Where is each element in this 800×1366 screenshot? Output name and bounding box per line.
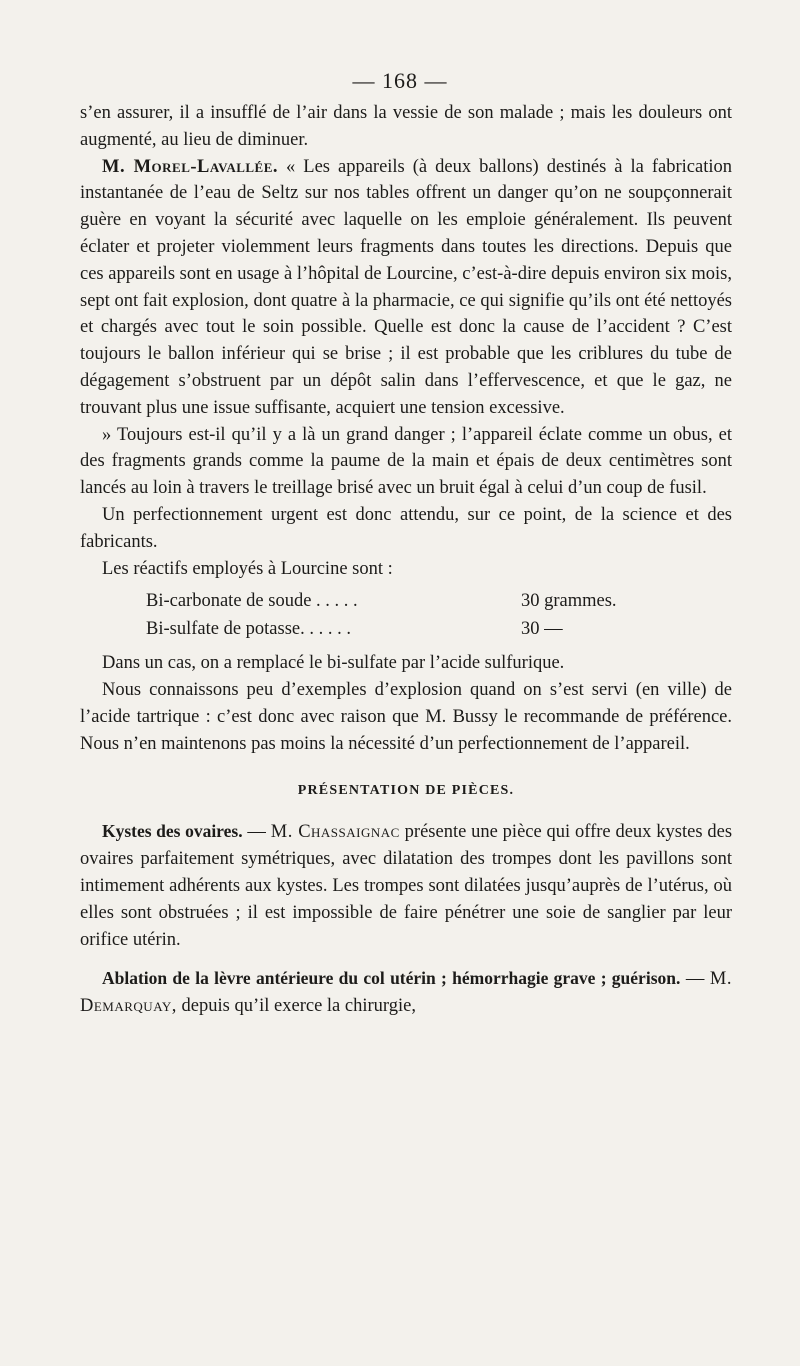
speaker-name: M. Chassaignac (270, 822, 400, 843)
case-title: Kystes des ovaires. (102, 821, 243, 842)
paragraph: Les réactifs employés à Lourcine sont : (102, 558, 393, 579)
reagent-list (146, 588, 732, 644)
speaker-name: M. Morel-Lavallée. (102, 156, 279, 177)
case-paragraph (80, 965, 732, 1020)
reagent-quantity: 30 — (521, 619, 563, 640)
reagent-quantity: 30 grammes. (521, 591, 617, 612)
paragraph-text: depuis qu’il exerce la chirurgie, (176, 996, 416, 1017)
case-paragraph (80, 818, 732, 953)
page-number: — 168 — (352, 68, 448, 93)
paragraph: Dans un cas, on a remplacé le bi-sulfate par l’acide sulfurique. (102, 653, 565, 674)
paragraph: s’en assurer, il a insufflé de l’air dans la vessie de son malade ; mais les douleurs ont augmenté, au lieu de diminuer. (80, 103, 732, 150)
case-title: Ablation de la lèvre antérieure du col utérin ; hémorrhagie grave ; guérison. (102, 968, 681, 989)
speaker-name: M. Demarquay, (80, 969, 732, 1017)
paragraph: Un perfectionnement urgent est donc attendu, sur ce point, de la science et des fabricants. (80, 504, 732, 552)
dash: — (242, 822, 271, 843)
paragraph: Nous connaissons peu d’exemples d’explosion quand on s’est servi (en ville) de l’acide tartrique : c’est donc avec raison que M. Bussy le recommande de préférence. Nous n’en maintenons pas moins la nécessité d’un perfectionnement de l’appareil. (80, 680, 732, 754)
dash: — (680, 969, 710, 990)
reagent-row (146, 588, 732, 616)
reagent-name: Bi-carbonate de soude . . . . . (146, 591, 358, 612)
paragraph-text: présente une pièce qui offre deux kystes des ovaires parfaitement symétriques, avec dilatation des trompes dont les pavillons sont intimement adhérents aux kystes. Les trompes sont dilatées jusqu’auprès de l’utérus, où elles sont obstruées ; il est impossible de faire pénétrer une soie de sanglier par leur orifice utérin. (80, 822, 733, 950)
section-heading: PRÉSENTATION DE PIÈCES. (297, 782, 515, 798)
reagent-row (146, 616, 732, 644)
paragraph (80, 154, 732, 422)
body-text (80, 100, 732, 1020)
reagent-name: Bi-sulfate de potasse. . . . . . (146, 619, 351, 640)
paragraph: » Toujours est-il qu’il y a là un grand danger ; l’appareil éclate comme un obus, et des fragments grands comme la paume de la main et épais de deux centimètres sont lancés au loin à travers le treillage brisé avec un bruit égal à celui d’un coup de fusil. (80, 424, 732, 499)
paragraph-text: « Les appareils (à deux ballons) destinés à la fabrication instantanée de l’eau de Seltz sur nos tables offrent un danger qu’on ne soupçonnerait guère en voyant la sécurité avec laquelle on les emploie généralement. Ils peuvent éclater et projeter violemment leurs fragments dans toutes les directions. Depuis que ces appareils sont en usage à l’hôpital de Lourcine, c’est-à-dire depuis environ six mois, sept ont fait explosion, dont quatre à la pharmacie, ce qui signifie qu’ils ont été nettoyés et chargés avec tout le soin possible. Quelle est donc la cause de l’accident ? C’est toujours le ballon inférieur qui se brise ; il est probable que les criblures du tube de dégagement s’obstruent par un dépôt salin dans l’effervescence, et que le gaz, ne trouvant plus une issue suffisante, acquiert une tension excessive. (80, 156, 732, 418)
spacer (80, 953, 732, 965)
